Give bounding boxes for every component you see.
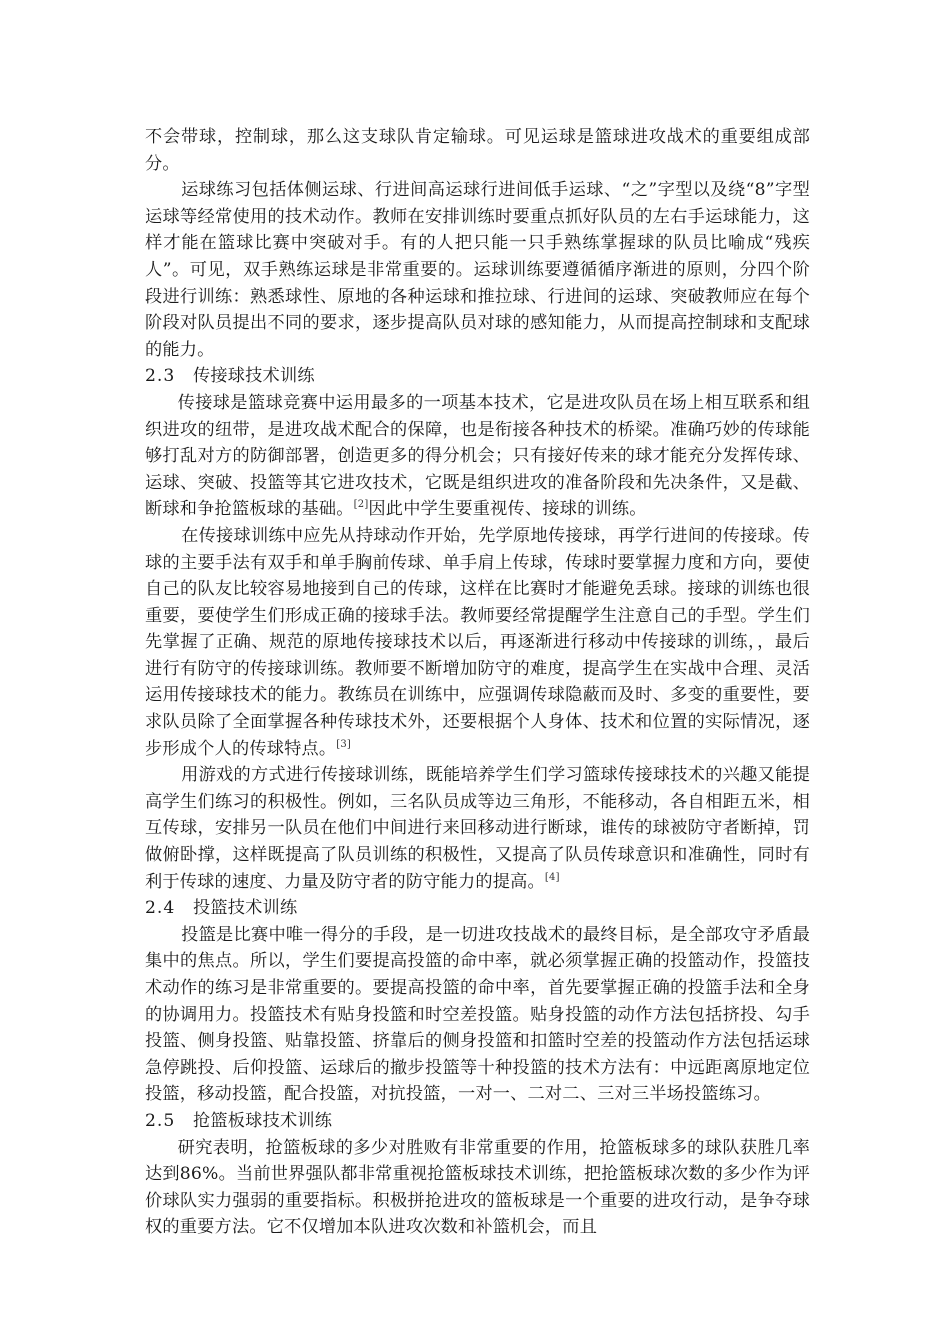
- paragraph-dribbling-practice: 运球练习包括体侧运球、行进间高运球行进间低手运球、“之”字型以及绕“8”字型运球等经常使用的技术动作。教师在安排训练时要重点抓好队员的左右手运球能力，这样才能在篮球比赛中突破对手。有的人把只能一只手熟练掌握球的队员比喻成“残疾人”。可见，双手熟练运球是非常重要的。运球训练要遵循循序渐进的原则，分四个阶段进行训练：熟悉球性、原地的各种运球和推拉球、行进间的运球、突破教师应在每个阶段对队员提出不同的要求，逐步提高队员对球的感知能力，从而提高控制球和支配球的能力。: [145, 180, 810, 360]
- section-number: 2.4: [145, 898, 176, 919]
- paragraph-shooting: 投篮是比赛中唯一得分的手段，是一切进攻技战术的最终目标，是全部攻守矛盾最集中的焦点。所以，学生们要提高投篮的命中率，就必须掌握正确的投篮动作，投篮技术动作的练习是非常重要的。要提高投篮的命中率，首先要掌握正确的投篮手法和全身的协调用力。投篮技术有贴身投篮和时空差投篮。贴身投篮的动作方法包括挤投、勾手投篮、侧身投篮、贴靠投篮、挤靠后的侧身投篮和扣篮时空差的投篮动作方法包括运球急停跳投、后仰投篮、运球后的撤步投篮等十种投篮的技术方法有：中远距离原地定位投篮，移动投篮，配合投篮，对抗投篮，一对一、二对二、三对三半场投篮练习。: [145, 924, 810, 1105]
- section-heading-2-5: [145, 1108, 810, 1135]
- paragraph-passing-training: [145, 523, 810, 762]
- paragraph-tail: 因此中学生要重视传、接球的训练。: [368, 499, 647, 520]
- section-number: 2.5: [145, 1110, 176, 1131]
- citation-ref: [2]: [353, 499, 369, 511]
- document-body: [145, 124, 810, 1241]
- citation-ref: [3]: [336, 738, 352, 750]
- section-title: 传接球技术训练: [193, 366, 315, 387]
- section-title: 投篮技术训练: [193, 898, 298, 919]
- section-title: 抢篮板球技术训练: [193, 1110, 333, 1131]
- paragraph-passing-intro: [145, 390, 810, 523]
- paragraph-dribbling-conclusion: 不会带球，控制球，那么这支球队肯定输球。可见运球是篮球进攻战术的重要组成部分。: [145, 127, 810, 174]
- paragraph-text: 在传接球训练中应先从持球动作开始，先学原地传接球，再学行进间的传接球。传球的主要手法有双手和单手胸前传球、单手肩上传球，传球时要掌握力度和方向，要使自己的队友比较容易地接到自己的传球，这样在比赛时才能避免丢球。接球的训练也很重要，要使学生们形成正确的接球手法。教师要经常提醒学生注意自己的手型。学生们先掌握了正确、规范的原地传接球技术以后，再逐渐进行移动中传接球的训练，，最后进行有防守的传接球训练。教师要不断增加防守的难度，提高学生在实战中合理、灵活运用传接球技术的能力。教练员在训练中，应强调传球隐蔽而及时、多变的重要性，要求队员除了全面掌握各种传球技术外，还要根据个人身体、技术和位置的实际情况，逐步形成个人的传球特点。: [145, 525, 810, 759]
- paragraph-text: 用游戏的方式进行传接球训练，既能培养学生们学习篮球传接球技术的兴趣又能提高学生们练习的积极性。例如，三名队员成等边三角形，不能移动，各自相距五米，相互传球，安排另一队员在他们中间进行来回移动进行断球，谁传的球被防守者断掉，罚做俯卧撑，这样既提高了队员训练的积极性，又提高了队员传球意识和准确性，同时有利于传球的速度、力量及防守者的防守能力的提高。: [145, 765, 810, 892]
- paragraph-rebounding: 研究表明，抢篮板球的多少对胜败有非常重要的作用，抢篮板球多的球队获胜几率达到86%。当前世界强队都非常重视抢篮板球技术训练，把抢篮板球次数的多少作为评价球队实力强弱的重要指标。积极拼抢进攻的篮板球是一个重要的进攻行动，是争夺球权的重要方法。它不仅增加本队进攻次数和补篮机会，而且: [145, 1137, 810, 1238]
- section-heading-2-3: [145, 363, 810, 390]
- paragraph-text: 传接球是篮球竞赛中运用最多的一项基本技术，它是进攻队员在场上相互联系和组织进攻的纽带，是进攻战术配合的保障，也是衔接各种技术的桥梁。准确巧妙的传球能够打乱对方的防御部署，创造更多的得分机会；只有接好传来的球才能充分发挥传球、运球、突破、投篮等其它进攻技术，它既是组织进攻的准备阶段和先决条件，又是截、断球和争抢篮板球的基础。: [145, 392, 810, 520]
- section-heading-2-4: [145, 895, 810, 922]
- citation-ref: [4]: [544, 871, 560, 883]
- paragraph-passing-game: [145, 762, 810, 895]
- section-number: 2.3: [145, 366, 176, 387]
